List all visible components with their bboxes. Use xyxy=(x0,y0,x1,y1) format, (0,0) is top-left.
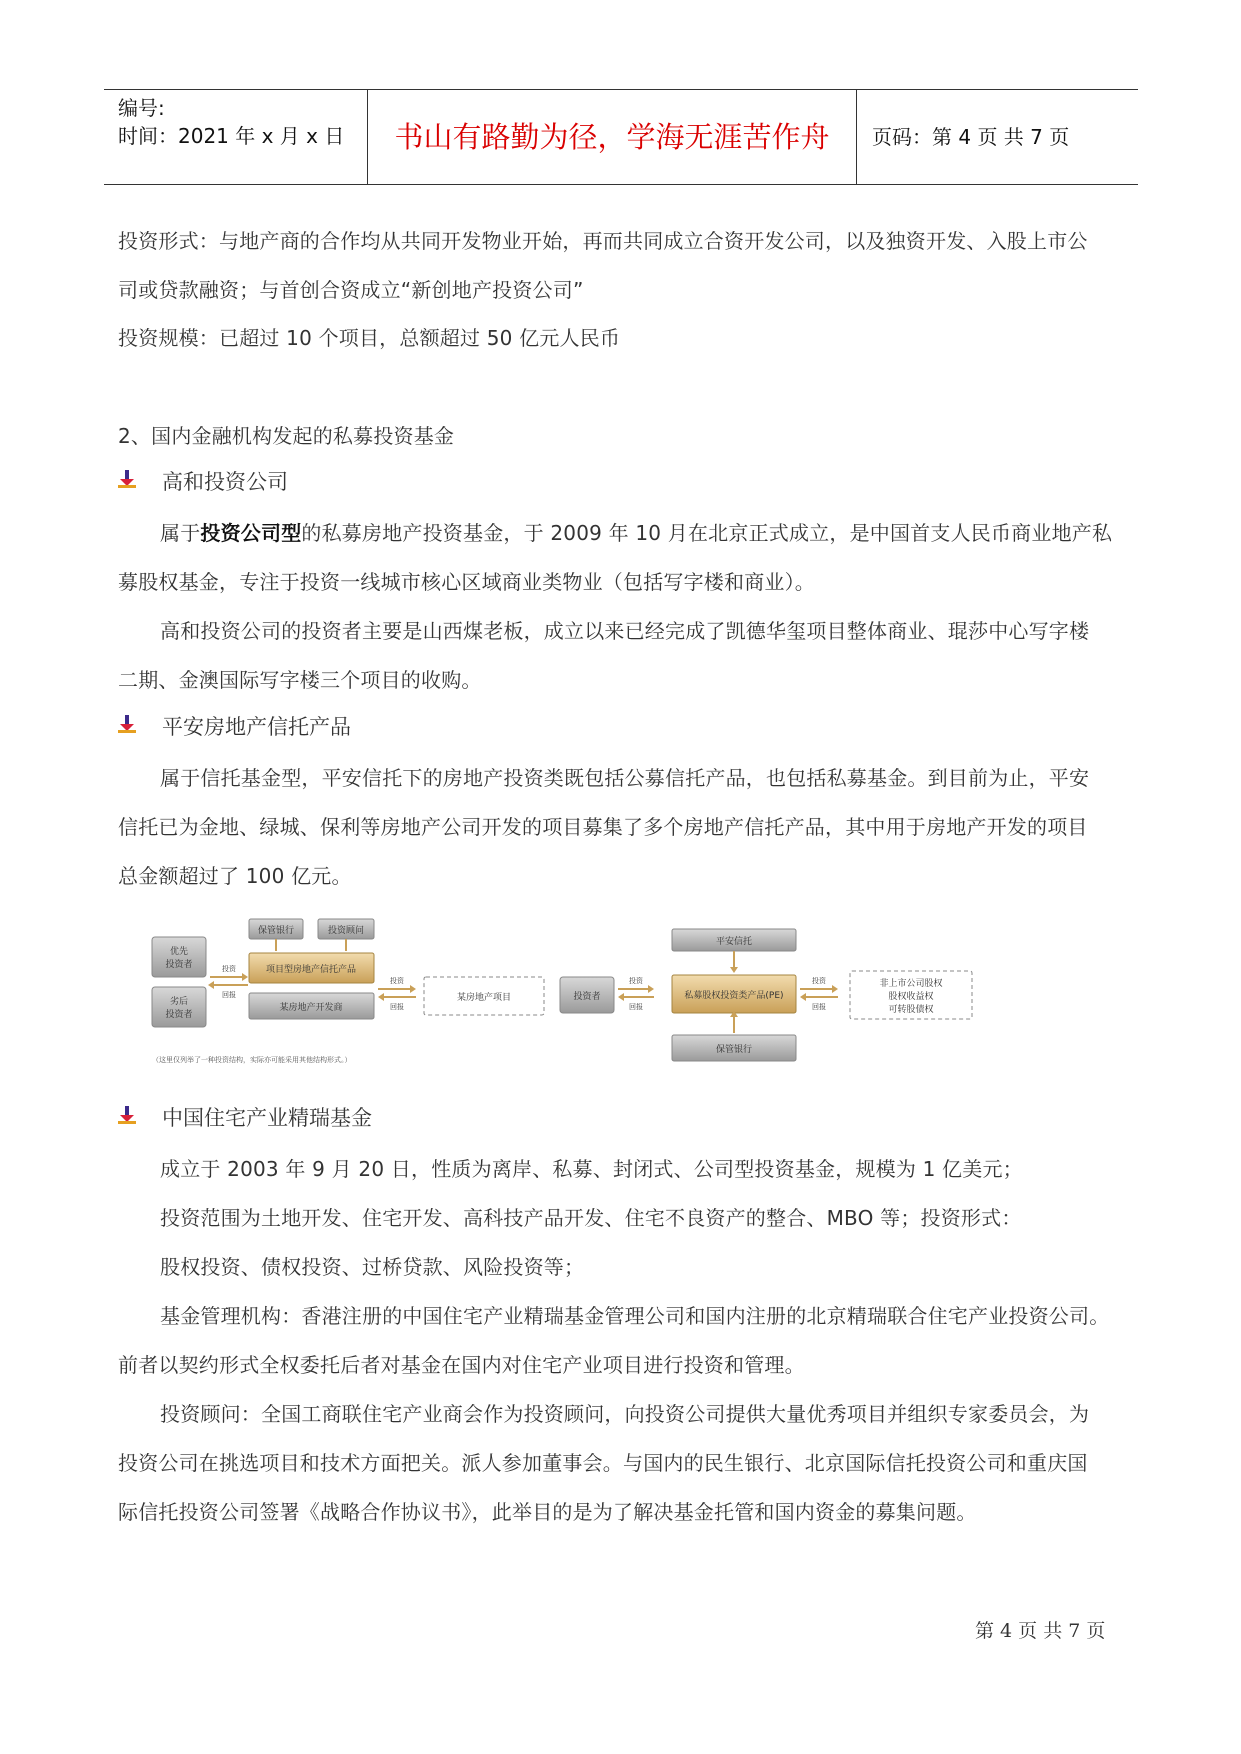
svg-text:回报: 回报 xyxy=(390,1003,404,1011)
svg-text:优先: 优先 xyxy=(169,947,189,957)
paragraph-zhongguo-4: 基金管理机构：香港注册的中国住宅产业精瑞基金管理公司和国内注册的北京精瑞联合住宅产业投资公司。 xyxy=(160,1304,1110,1328)
paragraph-zhongguo-3: 股权投资、债权投资、过桥贷款、风险投资等； xyxy=(160,1255,585,1279)
svg-text:回报: 回报 xyxy=(629,1003,643,1011)
svg-text:私募股权投资类产品(PE): 私募股权投资类产品(PE) xyxy=(684,991,784,1001)
header-page-label: 页码：第 4 页 共 7 页 xyxy=(872,125,1070,149)
bullet-icon xyxy=(118,1106,136,1124)
custodian-bank-box-2 xyxy=(672,1011,796,1061)
section-heading: 2、国内金融机构发起的私募投资基金 xyxy=(118,424,455,448)
paragraph-zhongguo-2: 投资范围为土地开发、住宅开发、高科技产品开发、住宅不良资产的整合、MBO 等；投资形式： xyxy=(160,1206,1022,1230)
subheading-gaohe: 高和投资公司 xyxy=(162,470,288,494)
svg-text:投资者: 投资者 xyxy=(573,992,601,1002)
document-header xyxy=(104,89,1138,185)
paragraph-zhongguo-5: 投资顾问：全国工商联住宅产业商会作为投资顾问，向投资公司提供大量优秀项目并组织专家委员会，为 xyxy=(160,1402,1090,1426)
svg-text:回报: 回报 xyxy=(222,991,236,999)
svg-text:股权收益权: 股权收益权 xyxy=(888,992,934,1002)
paragraph-investment-form: 投资形式：与地产商的合作均从共同开发物业开始，再而共同成立合资开发公司，以及独资开发、入股上市公 xyxy=(118,229,1088,253)
paragraph-pingan: 属于信托基金型，平安信托下的房地产投资类既包括公募信托产品，也包括私募基金。到目前为止，平安 xyxy=(160,766,1090,790)
pe-product-box xyxy=(672,975,796,1013)
investor-box xyxy=(560,977,614,1013)
investor-priority-box xyxy=(152,937,206,977)
subheading-zhongguo: 中国住宅产业精瑞基金 xyxy=(162,1106,372,1130)
svg-text:投资顾问: 投资顾问 xyxy=(327,926,365,936)
pingan-trust-box xyxy=(672,929,796,973)
svg-text:平安信托: 平安信托 xyxy=(715,937,753,947)
header-meta xyxy=(118,94,344,150)
flow-arrow-invest-1 xyxy=(208,964,248,999)
svg-text:可转股债权: 可转股债权 xyxy=(888,1005,934,1015)
paragraph-zhongguo-1: 成立于 2003 年 9 月 20 日，性质为离岸、私募、封闭式、公司型投资基金，规模为 1 亿美元； xyxy=(160,1157,1023,1181)
svg-text:投资者: 投资者 xyxy=(165,960,193,970)
flow-arrow-invest-4 xyxy=(800,976,838,1011)
time-label: 时间：2021 年 x 月 x 日 xyxy=(118,124,345,148)
svg-text:投资: 投资 xyxy=(812,977,826,985)
svg-text:投资者: 投资者 xyxy=(165,1010,193,1020)
svg-text:保管银行: 保管银行 xyxy=(715,1045,753,1055)
svg-text:回报: 回报 xyxy=(812,1003,826,1011)
page-footer: 第 4 页 共 7 页 xyxy=(975,1620,1106,1642)
paragraph-zhongguo-5-cont: 投资公司在挑选项目和技术方面把关。派人参加董事会。与国内的民生银行、北京国际信托投资公司和重庆国 xyxy=(118,1451,1088,1475)
svg-text:非上市公司股权: 非上市公司股权 xyxy=(879,979,943,989)
bullet-icon xyxy=(118,470,136,488)
svg-text:某房地产开发商: 某房地产开发商 xyxy=(279,1003,343,1013)
target-assets-box xyxy=(850,971,972,1019)
advisor-box xyxy=(318,919,374,951)
flow-arrow-invest-2 xyxy=(378,976,416,1011)
subheading-pingan: 平安房地产信托产品 xyxy=(162,715,351,739)
product-left-box xyxy=(249,953,374,983)
svg-text:项目型房地产信托产品: 项目型房地产信托产品 xyxy=(265,965,357,975)
paragraph-gaohe-2: 高和投资公司的投资者主要是山西煤老板，成立以来已经完成了凯德华玺项目整体商业、琨莎中心写字楼 xyxy=(160,619,1090,643)
diagram-note: （这里仅列举了一种投资结构，实际亦可能采用其他结构形式。） xyxy=(152,1056,352,1064)
paragraph-zhongguo-4-cont: 前者以契约形式全权委托后者对基金在国内对住宅产业项目进行投资和管理。 xyxy=(118,1353,805,1377)
flow-arrow-invest-3 xyxy=(618,976,654,1011)
svg-text:劣后: 劣后 xyxy=(169,997,189,1007)
investment-structure-diagram xyxy=(148,915,1078,1075)
svg-text:某房地产项目: 某房地产项目 xyxy=(456,993,512,1003)
paragraph-gaohe-2-cont: 二期、金澳国际写字楼三个项目的收购。 xyxy=(118,668,482,692)
header-motto: 书山有路勤为径，学海无涯苦作舟 xyxy=(394,120,830,154)
paragraph-gaohe-1-cont: 募股权基金，专注于投资一线城市核心区域商业类物业（包括写字楼和商业）。 xyxy=(118,570,815,594)
paragraph-investment-scale: 投资规模：已超过 10 个项目，总额超过 50 亿元人民币 xyxy=(118,326,621,350)
bullet-icon xyxy=(118,715,136,733)
svg-text:投资: 投资 xyxy=(222,965,236,973)
paragraph-gaohe-1: 属于投资公司型的私募房地产投资基金，于 2009 年 10 月在北京正式成立，是中国首支人民币商业地产私 xyxy=(160,521,1113,545)
header-divider xyxy=(856,90,857,184)
serial-label: 编号: xyxy=(118,96,165,120)
svg-text:投资: 投资 xyxy=(629,977,643,985)
bold-term: 投资公司型 xyxy=(200,521,302,545)
project-box xyxy=(424,977,544,1015)
paragraph-pingan-cont: 信托已为金地、绿城、保利等房地产公司开发的项目募集了多个房地产信托产品，其中用于房地产开发的项目 xyxy=(118,815,1088,839)
developer-box xyxy=(249,993,374,1019)
custodian-bank-box xyxy=(249,919,303,951)
paragraph-zhongguo-5-cont2: 际信托投资公司签署《战略合作协议书》，此举目的是为了解决基金托管和国内资金的募集问题。 xyxy=(118,1500,977,1524)
paragraph-investment-form-cont: 司或贷款融资；与首创合资成立“新创地产投资公司” xyxy=(118,278,584,302)
paragraph-pingan-cont2: 总金额超过了 100 亿元。 xyxy=(118,864,352,888)
investor-junior-box xyxy=(152,987,206,1027)
svg-text:保管银行: 保管银行 xyxy=(257,926,295,936)
svg-text:投资: 投资 xyxy=(390,977,404,985)
